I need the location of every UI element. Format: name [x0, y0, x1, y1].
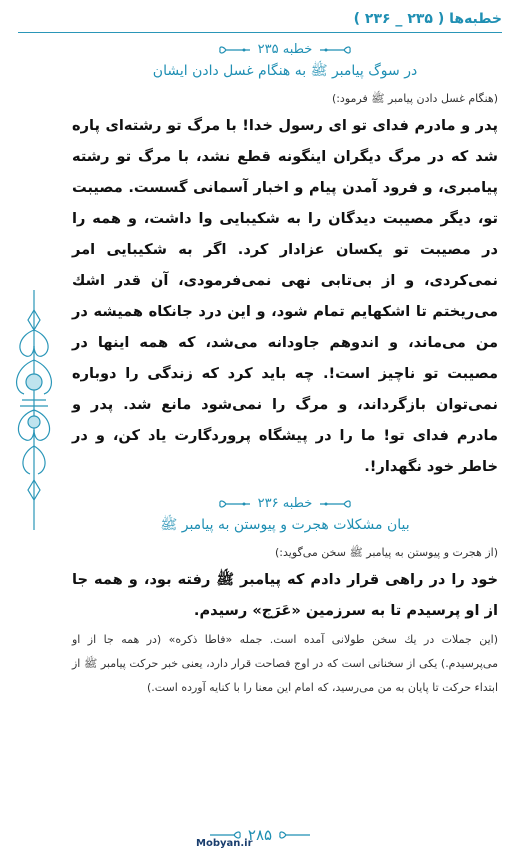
- left-bracket-ornament-icon: [218, 44, 252, 56]
- right-bracket-ornament-icon: [318, 44, 352, 56]
- left-bracket-ornament-icon: [278, 829, 312, 841]
- header-title: خطبه‌ها ( ۲۳۵ _ ۲۳۶ ): [353, 11, 502, 27]
- sermon-236-label: خطبه ۲۳۶: [257, 496, 313, 511]
- page-footer: [0, 822, 520, 848]
- sermon-235-body: پدر و مادرم فدای تو ای رسول خدا! با مرگ تو رشته‌ای پاره شد که در مرگ دیگران اینگونه قطع نشد، با مرگ تو رشته پیامبری، و فرود آمدن پیام و اخبار آسمانی گسست. مصیبت تو، دیگر مصیبت دیدگان را به شکیبایی وا داشت، و همه را در مصیبت تو یکسان عزادار کرد. اگر به شکیبایی امر نمی‌کردی، و از بی‌تابی نهی نمی‌فرمودی، آن قدر اشك می‌ریختم تا اشکهایم تمام شود، و این درد جانکاه همیشه در من می‌ماند، و اندوهم جاودانه می‌شد، که همه اینها در مصیبت تو ناچیز است!. چه باید کرد که زندگی را دوباره نمی‌توان بازگرداند، و مرگ را نمی‌شود مانع شد. پدر و مادرم فدای تو! ما را در پیشگاه پروردگارت یاد کن، و در خاطر خود نگهدار!.: [72, 117, 498, 475]
- sermon-236-context: (از هجرت و پیوستن به پیامبر ﷺ سخن می‌گوید:): [274, 546, 498, 559]
- sermon-235-heading: [72, 40, 498, 60]
- sermon-236-body: خود را در راهی قرار دادم که پیامبر ﷺ رفته بود، و همه جا از او پرسیدم تا به سرزمین «عَرَج» رسیدم.: [72, 571, 498, 619]
- sermon-235-context: (هنگام غسل دادن پیامبر ﷺ فرمود:): [331, 92, 498, 105]
- sermon-236-note: (این جملات در یك سخن طولانی آمده است. جمله «فاطا ذکره» (در همه جا از او می‌پرسیدم.) یکی از سخنانی است که در اوج فصاحت قرار دارد، یعنی خبر حرکت پیامبر ﷺ از ابتداء حرکت تا پایان به من می‌رسید، که امام این معنا را با کنایه آورده است.): [72, 633, 498, 694]
- page-number: ۲۸۵: [247, 826, 273, 844]
- running-header: [18, 6, 502, 33]
- page-content: [72, 40, 498, 700]
- sermon-236-title: بیان مشکلات هجرت و پیوستن به پیامبر ﷺ: [160, 517, 410, 533]
- sermon-236-heading: [72, 494, 498, 514]
- right-bracket-ornament-icon: [318, 498, 352, 510]
- side-floral-ornament-icon: [8, 290, 60, 530]
- sermon-235-label: خطبه ۲۳۵: [257, 42, 313, 57]
- sermon-235-title: در سوگ پیامبر ﷺ به هنگام غسل دادن ایشان: [152, 63, 418, 79]
- left-bracket-ornament-icon: [218, 498, 252, 510]
- watermark: Mobyan.ir: [196, 838, 253, 849]
